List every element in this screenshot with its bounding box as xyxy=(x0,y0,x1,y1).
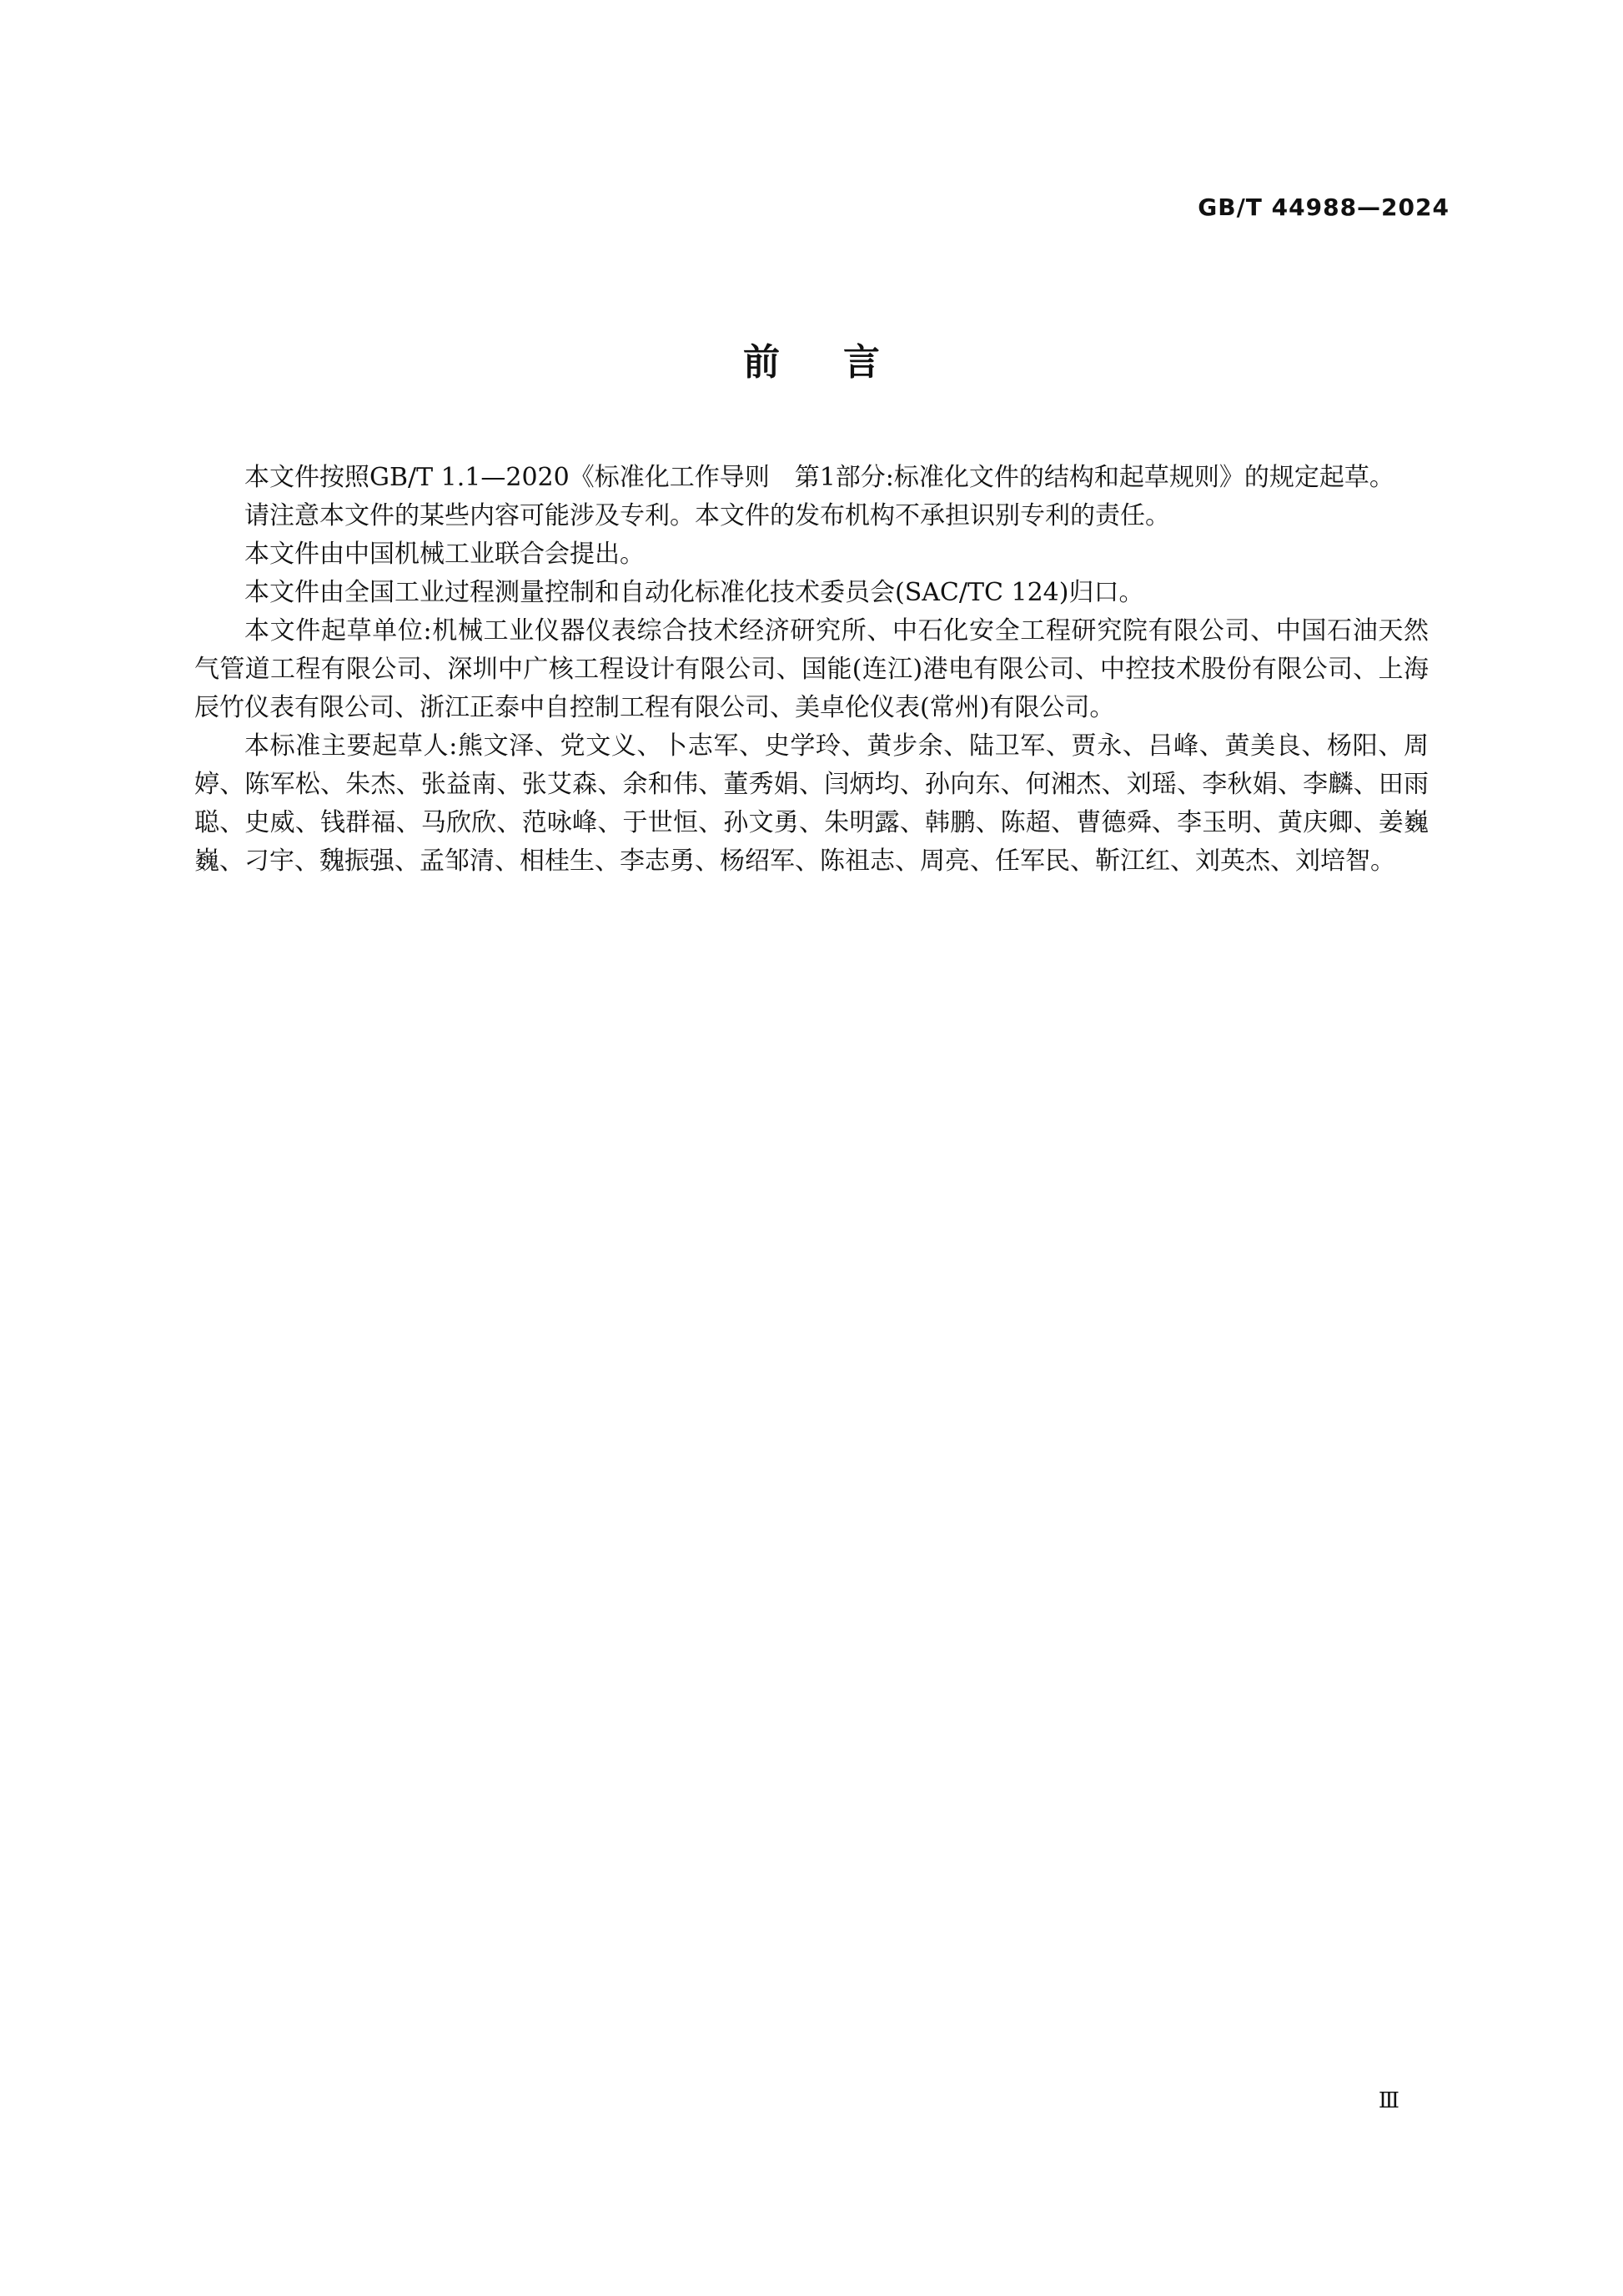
preface-body xyxy=(194,459,1429,881)
paragraph-drafting-rules: 本文件按照GB/T 1.1—2020《标准化工作导则 第1部分:标准化文件的结构和起草规则》的规定起草。 xyxy=(244,463,1394,492)
paragraph-drafting-organizations: 本文件起草单位:机械工业仪器仪表综合技术经济研究所、中石化安全工程研究院有限公司、中国石油天然气管道工程有限公司、深圳中广核工程设计有限公司、国能(连江)港电有限公司、中控技术股份有限公司、上海辰竹仪表有限公司、浙江正泰中自控制工程有限公司、美卓伦仪表(常州)有限公司。 xyxy=(194,616,1429,722)
paragraph-drafters: 本标准主要起草人:熊文泽、党文义、卜志军、史学玲、黄步余、陆卫军、贾永、吕峰、黄美良、杨阳、周婷、陈军松、朱杰、张益南、张艾森、余和伟、董秀娟、闫炳均、孙向东、何湘杰、刘瑶、李秋娟、李麟、田雨聪、史威、钱群福、马欣欣、范咏峰、于世恒、孙文勇、朱明露、韩鹏、陈超、曹德舜、李玉明、黄庆卿、姜巍巍、刁宇、魏振强、孟邹清、相桂生、李志勇、杨绍军、陈祖志、周亮、任军民、靳江红、刘英杰、刘培智。 xyxy=(194,731,1429,876)
page-title: 前言 xyxy=(743,341,943,384)
paragraph-patent-notice: 请注意本文件的某些内容可能涉及专利。本文件的发布机构不承担识别专利的责任。 xyxy=(244,501,1170,530)
paragraph-proposer: 本文件由中国机械工业联合会提出。 xyxy=(244,540,645,569)
paragraph-technical-committee: 本文件由全国工业过程测量控制和自动化标准化技术委员会(SAC/TC 124)归口。 xyxy=(244,578,1144,607)
standard-code: GB/T 44988—2024 xyxy=(1198,193,1450,221)
page-number: Ⅲ xyxy=(1378,2088,1399,2113)
